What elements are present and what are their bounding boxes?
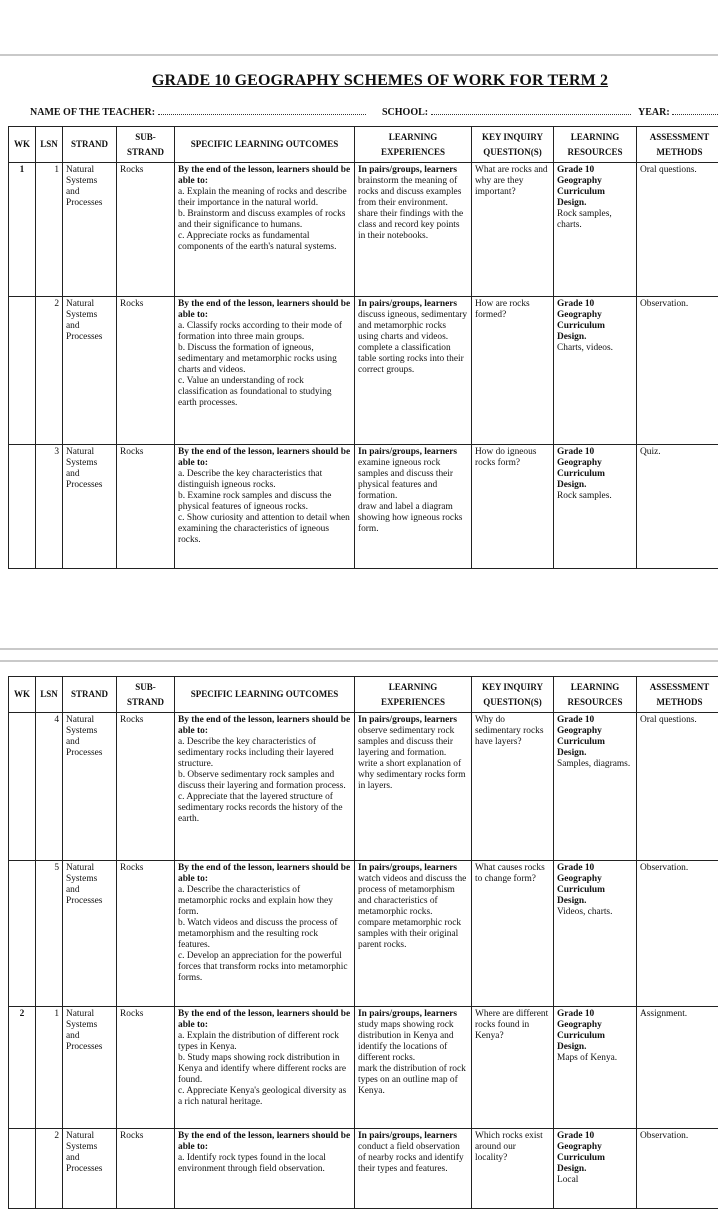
header-resources: LEARNING RESOURCES bbox=[554, 677, 637, 713]
outcomes-cell bbox=[175, 1007, 355, 1129]
outcome-item: a. Describe the characteristics of metamorphic rocks and explain how they form. bbox=[178, 885, 351, 918]
outcome-item: a. Identify rock types found in the local environment through field observation. bbox=[178, 1153, 351, 1175]
outcome-item: a. Explain the distribution of different rock types in Kenya. bbox=[178, 1031, 351, 1053]
experiences-intro: In pairs/groups, learners bbox=[358, 299, 457, 309]
experiences-intro: In pairs/groups, learners bbox=[358, 165, 457, 175]
header-assessment: ASSESSMENT METHODS bbox=[637, 677, 718, 713]
experience-item: compare metamorphic rock samples with their original parent rocks. bbox=[358, 918, 468, 951]
lesson-cell: 1 bbox=[36, 1007, 63, 1129]
school-label: SCHOOL: bbox=[382, 107, 428, 118]
header-experiences: LEARNING EXPERIENCES bbox=[355, 677, 472, 713]
resources-design: Grade 10 Geography Curriculum Design. bbox=[557, 863, 633, 907]
strand-cell: Natural Systems and Processes bbox=[63, 445, 117, 569]
week-cell bbox=[9, 445, 36, 569]
table-row bbox=[9, 861, 718, 1007]
header-experiences: LEARNING EXPERIENCES bbox=[355, 127, 472, 163]
page-2 bbox=[0, 650, 718, 1196]
outcome-item: c. Appreciate rocks as fundamental components of the earth's natural systems. bbox=[178, 231, 351, 253]
inquiry-cell: What causes rocks to change form? bbox=[472, 861, 554, 1007]
outcomes-cell bbox=[175, 297, 355, 445]
table-row bbox=[9, 713, 718, 861]
experiences-intro: In pairs/groups, learners bbox=[358, 715, 457, 725]
outcome-item: c. Show curiosity and attention to detail when examining the characteristics of igneous rocks. bbox=[178, 513, 351, 546]
inquiry-cell: How are rocks formed? bbox=[472, 297, 554, 445]
outcomes-cell bbox=[175, 713, 355, 861]
experience-item: conduct a field observation of nearby rocks and identify their types and features. bbox=[358, 1142, 464, 1174]
inquiry-cell: Why do sedimentary rocks have layers? bbox=[472, 713, 554, 861]
outcomes-cell bbox=[175, 163, 355, 297]
experience-item: complete a classification table sorting rocks into their correct groups. bbox=[358, 343, 468, 376]
experiences-intro: In pairs/groups, learners bbox=[358, 1131, 457, 1141]
header-strand: STRAND bbox=[63, 127, 117, 163]
schemes-table bbox=[8, 126, 718, 569]
header-inquiry: KEY INQUIRY QUESTION(S) bbox=[472, 127, 554, 163]
strand-cell: Natural Systems and Processes bbox=[63, 861, 117, 1007]
header-wk: WK bbox=[9, 127, 36, 163]
resources-cell bbox=[554, 1007, 637, 1129]
assessment-cell: Quiz. bbox=[637, 445, 718, 569]
experiences-cell bbox=[355, 861, 472, 1007]
experience-item: brainstorm the meaning of rocks and discuss examples from their environment. bbox=[358, 176, 461, 208]
experiences-cell bbox=[355, 445, 472, 569]
outcome-item: a. Describe the key characteristics that distinguish igneous rocks. bbox=[178, 469, 351, 491]
experience-item: share their findings with the class and record key points in their notebooks. bbox=[358, 209, 468, 242]
resources-items: Videos, charts. bbox=[557, 907, 633, 918]
resources-design: Grade 10 Geography Curriculum Design. bbox=[557, 299, 633, 343]
inquiry-cell: Which rocks exist around our locality? bbox=[472, 1129, 554, 1209]
experience-item: draw and label a diagram showing how igneous rocks form. bbox=[358, 502, 468, 535]
table-row bbox=[9, 1129, 718, 1209]
resources-cell bbox=[554, 861, 637, 1007]
assessment-cell: Oral questions. bbox=[637, 163, 718, 297]
sub-strand-cell: Rocks bbox=[117, 861, 175, 1007]
week-cell bbox=[9, 1129, 36, 1209]
experience-item: mark the distribution of rock types on an outline map of Kenya. bbox=[358, 1064, 468, 1097]
resources-items: Samples, diagrams. bbox=[557, 759, 633, 770]
outcomes-cell bbox=[175, 861, 355, 1007]
header-strand: STRAND bbox=[63, 677, 117, 713]
table-row bbox=[9, 163, 718, 297]
outcomes-cell bbox=[175, 1129, 355, 1209]
experiences-cell bbox=[355, 163, 472, 297]
assessment-cell: Observation. bbox=[637, 1129, 718, 1209]
experience-item: examine igneous rock samples and discuss their physical features and formation. bbox=[358, 458, 453, 501]
header-assessment: ASSESSMENT METHODS bbox=[637, 127, 718, 163]
page-separator bbox=[0, 660, 718, 662]
outcome-item: a. Describe the key characteristics of sedimentary rocks including their layered structure. bbox=[178, 737, 351, 770]
outcomes-intro: By the end of the lesson, learners should be able to: bbox=[178, 863, 351, 885]
lesson-cell: 2 bbox=[36, 1129, 63, 1209]
header-resources: LEARNING RESOURCES bbox=[554, 127, 637, 163]
week-cell bbox=[9, 297, 36, 445]
resources-cell bbox=[554, 1129, 637, 1209]
experiences-intro: In pairs/groups, learners bbox=[358, 863, 457, 873]
experience-item: discuss igneous, sedimentary and metamorphic rocks using charts and videos. bbox=[358, 310, 467, 342]
header-row bbox=[9, 127, 718, 163]
outcomes-intro: By the end of the lesson, learners should be able to: bbox=[178, 299, 351, 321]
lesson-cell: 1 bbox=[36, 163, 63, 297]
outcome-item: c. Value an understanding of rock classification as foundational to studying earth processes. bbox=[178, 376, 351, 409]
outcomes-intro: By the end of the lesson, learners should be able to: bbox=[178, 165, 351, 187]
school-field bbox=[382, 106, 631, 118]
sub-strand-cell: Rocks bbox=[117, 713, 175, 861]
strand-cell: Natural Systems and Processes bbox=[63, 297, 117, 445]
resources-items: Rock samples, charts. bbox=[557, 209, 633, 231]
outcome-item: b. Watch videos and discuss the process of metamorphism and the resulting rock features. bbox=[178, 918, 351, 951]
resources-design: Grade 10 Geography Curriculum Design. bbox=[557, 1131, 633, 1175]
assessment-cell: Oral questions. bbox=[637, 713, 718, 861]
strand-cell: Natural Systems and Processes bbox=[63, 163, 117, 297]
experience-item: observe sedimentary rock samples and discuss their layering and formation. bbox=[358, 726, 454, 758]
experiences-cell bbox=[355, 1129, 472, 1209]
teacher-field bbox=[30, 106, 366, 118]
week-cell: 1 bbox=[9, 163, 36, 297]
outcomes-intro: By the end of the lesson, learners should be able to: bbox=[178, 715, 351, 737]
resources-items: Maps of Kenya. bbox=[557, 1053, 633, 1064]
resources-design: Grade 10 Geography Curriculum Design. bbox=[557, 715, 633, 759]
lesson-cell: 5 bbox=[36, 861, 63, 1007]
resources-design: Grade 10 Geography Curriculum Design. bbox=[557, 447, 633, 491]
page-separator bbox=[0, 54, 718, 56]
sub-strand-cell: Rocks bbox=[117, 1007, 175, 1129]
strand-cell: Natural Systems and Processes bbox=[63, 1007, 117, 1129]
teacher-label: NAME OF THE TEACHER: bbox=[30, 107, 155, 118]
experience-item: write a short explanation of why sedimentary rocks form in layers. bbox=[358, 759, 468, 792]
outcome-item: c. Appreciate Kenya's geological diversity as a rich natural heritage. bbox=[178, 1086, 351, 1108]
resources-items: Rock samples. bbox=[557, 491, 633, 502]
header-row bbox=[9, 677, 718, 713]
outcomes-intro: By the end of the lesson, learners should be able to: bbox=[178, 1009, 351, 1031]
document-title: GRADE 10 GEOGRAPHY SCHEMES OF WORK FOR TERM 2 bbox=[0, 72, 718, 90]
header-sub-strand: SUB- STRAND bbox=[117, 127, 175, 163]
sub-strand-cell: Rocks bbox=[117, 163, 175, 297]
resources-cell bbox=[554, 445, 637, 569]
header-outcomes: SPECIFIC LEARNING OUTCOMES bbox=[175, 127, 355, 163]
header-lsn: LSN bbox=[36, 677, 63, 713]
outcomes-cell bbox=[175, 445, 355, 569]
inquiry-cell: Where are different rocks found in Kenya? bbox=[472, 1007, 554, 1129]
table-row bbox=[9, 297, 718, 445]
outcome-item: b. Study maps showing rock distribution in Kenya and identify where different rocks are found. bbox=[178, 1053, 351, 1086]
header-sub-strand: SUB- STRAND bbox=[117, 677, 175, 713]
outcome-item: b. Examine rock samples and discuss the physical features of igneous rocks. bbox=[178, 491, 351, 513]
header-inquiry: KEY INQUIRY QUESTION(S) bbox=[472, 677, 554, 713]
experiences-cell bbox=[355, 1007, 472, 1129]
inquiry-cell: How do igneous rocks form? bbox=[472, 445, 554, 569]
experiences-cell bbox=[355, 713, 472, 861]
schemes-table-continued bbox=[8, 676, 718, 1209]
lesson-cell: 2 bbox=[36, 297, 63, 445]
inquiry-cell: What are rocks and why are they important? bbox=[472, 163, 554, 297]
week-cell bbox=[9, 861, 36, 1007]
outcome-item: b. Observe sedimentary rock samples and discuss their layering and formation process. bbox=[178, 770, 351, 792]
sub-strand-cell: Rocks bbox=[117, 297, 175, 445]
week-cell: 2 bbox=[9, 1007, 36, 1129]
table-row bbox=[9, 445, 718, 569]
week-cell bbox=[9, 713, 36, 861]
resources-cell bbox=[554, 163, 637, 297]
resources-cell bbox=[554, 297, 637, 445]
outcome-item: c. Develop an appreciation for the powerful forces that transform rocks into metamorphic forms. bbox=[178, 951, 351, 984]
experience-item: watch videos and discuss the process of metamorphism and characteristics of metamorphic rocks. bbox=[358, 874, 466, 917]
outcomes-intro: By the end of the lesson, learners should be able to: bbox=[178, 1131, 351, 1153]
resources-design: Grade 10 Geography Curriculum Design. bbox=[557, 1009, 633, 1053]
table-row bbox=[9, 1007, 718, 1129]
resources-design: Grade 10 Geography Curriculum Design. bbox=[557, 165, 633, 209]
outcome-item: b. Brainstorm and discuss examples of rocks and their significance to humans. bbox=[178, 209, 351, 231]
sub-strand-cell: Rocks bbox=[117, 1129, 175, 1209]
experiences-intro: In pairs/groups, learners bbox=[358, 1009, 457, 1019]
header-wk: WK bbox=[9, 677, 36, 713]
assessment-cell: Observation. bbox=[637, 297, 718, 445]
outcome-item: c. Appreciate that the layered structure of sedimentary rocks records the history of the earth. bbox=[178, 792, 351, 825]
year-label: YEAR: bbox=[638, 107, 670, 118]
lesson-cell: 4 bbox=[36, 713, 63, 861]
experiences-cell bbox=[355, 297, 472, 445]
outcome-item: a. Explain the meaning of rocks and describe their importance in the natural world. bbox=[178, 187, 351, 209]
strand-cell: Natural Systems and Processes bbox=[63, 713, 117, 861]
outcome-item: a. Classify rocks according to their mode of formation into three main groups. bbox=[178, 321, 351, 343]
sub-strand-cell: Rocks bbox=[117, 445, 175, 569]
lesson-cell: 3 bbox=[36, 445, 63, 569]
experiences-intro: In pairs/groups, learners bbox=[358, 447, 457, 457]
resources-items: Charts, videos. bbox=[557, 343, 633, 354]
outcomes-intro: By the end of the lesson, learners should be able to: bbox=[178, 447, 351, 469]
header-lsn: LSN bbox=[36, 127, 63, 163]
assessment-cell: Assignment. bbox=[637, 1007, 718, 1129]
strand-cell: Natural Systems and Processes bbox=[63, 1129, 117, 1209]
header-outcomes: SPECIFIC LEARNING OUTCOMES bbox=[175, 677, 355, 713]
outcome-item: b. Discuss the formation of igneous, sedimentary and metamorphic rocks using charts and videos. bbox=[178, 343, 351, 376]
assessment-cell: Observation. bbox=[637, 861, 718, 1007]
year-field bbox=[638, 106, 718, 118]
resources-cell bbox=[554, 713, 637, 861]
resources-items: Local bbox=[557, 1175, 633, 1186]
page-1 bbox=[0, 0, 718, 600]
experience-item: study maps showing rock distribution in Kenya and identify the locations of different rocks. bbox=[358, 1020, 454, 1063]
